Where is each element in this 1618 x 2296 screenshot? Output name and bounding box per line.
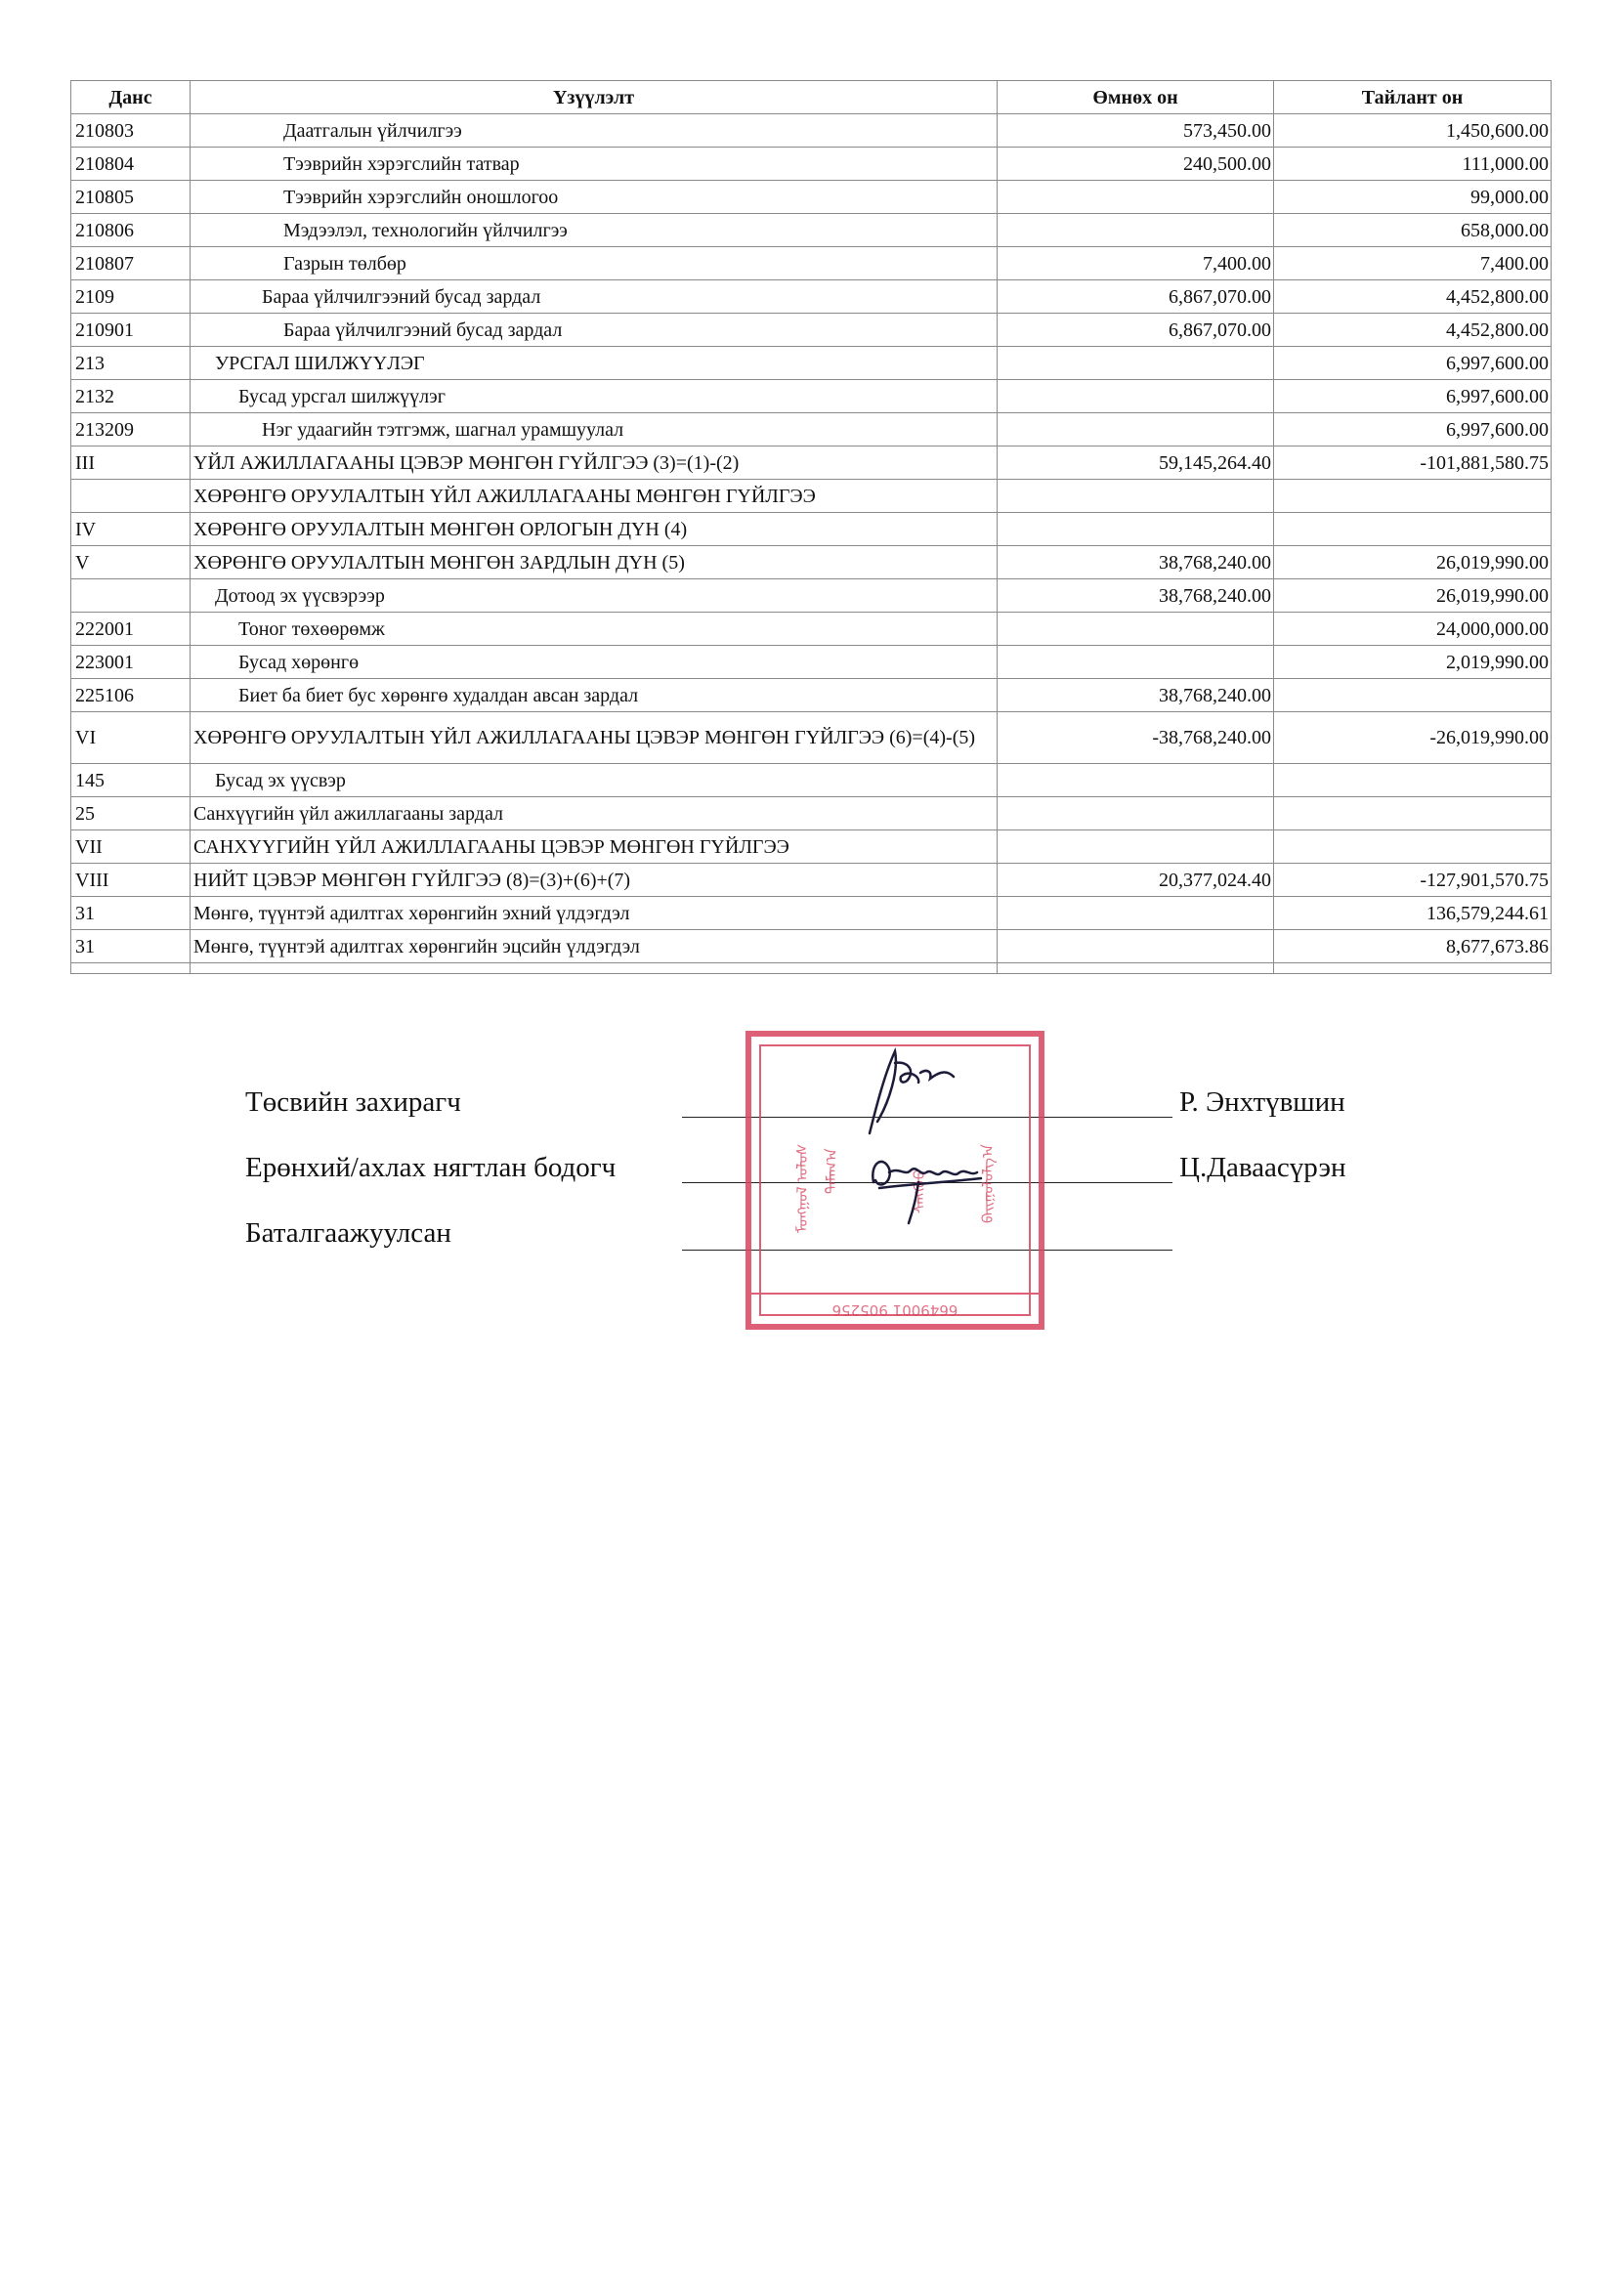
svg-text:ᠰᠠᠩᠬᠦᠦ: ᠰᠠᠩᠬᠦᠦ — [911, 1169, 928, 1213]
table-row — [71, 613, 1552, 646]
report-year-cell: 24,000,000.00 — [1274, 613, 1552, 646]
account-code-cell: 31 — [71, 897, 191, 930]
previous-year-cell — [998, 380, 1274, 413]
report-year-cell: 7,400.00 — [1274, 247, 1552, 280]
report-year-cell: 4,452,800.00 — [1274, 280, 1552, 314]
table-row — [71, 347, 1552, 380]
report-year-cell: 26,019,990.00 — [1274, 579, 1552, 613]
indicator-cell: Дотоод эх үүсвэрээр — [191, 579, 998, 613]
chief-accountant-name: Ц.Даваасүрэн — [1179, 1152, 1346, 1183]
indicator-cell: Мэдээлэл, технологийн үйлчилгээ — [191, 214, 998, 247]
indicator-cell: ХӨРӨНГӨ ОРУУЛАЛТЫН ҮЙЛ АЖИЛЛАГААНЫ ЦЭВЭР МӨНГӨН ГҮЙЛГЭЭ (6)=(4)-(5) — [191, 712, 998, 764]
cash-flow-table — [70, 80, 1552, 974]
table-row — [71, 764, 1552, 797]
indicator-cell: Газрын төлбөр — [191, 247, 998, 280]
indicator-cell: Бусад эх үүсвэр — [191, 764, 998, 797]
previous-year-cell: 240,500.00 — [998, 148, 1274, 181]
report-year-cell: 6,997,600.00 — [1274, 413, 1552, 446]
table-row — [71, 148, 1552, 181]
indicator-cell: Бараа үйлчилгээний бусад зардал — [191, 280, 998, 314]
empty-cell — [71, 963, 191, 974]
chief-accountant-signature — [860, 1143, 987, 1227]
table-row — [71, 480, 1552, 513]
account-code-cell: 210805 — [71, 181, 191, 214]
table-row — [71, 579, 1552, 613]
account-code-cell: 210804 — [71, 148, 191, 181]
previous-year-cell: 20,377,024.40 — [998, 864, 1274, 897]
table-row — [71, 897, 1552, 930]
indicator-cell: УРСГАЛ ШИЛЖҮҮЛЭГ — [191, 347, 998, 380]
table-row — [71, 247, 1552, 280]
budget-manager-signature — [860, 1043, 967, 1137]
table-row — [71, 679, 1552, 712]
table-row — [71, 930, 1552, 963]
previous-year-cell: 38,768,240.00 — [998, 546, 1274, 579]
empty-cell — [191, 963, 998, 974]
table-end-row — [71, 963, 1552, 974]
previous-year-cell: 38,768,240.00 — [998, 679, 1274, 712]
report-year-cell — [1274, 764, 1552, 797]
report-year-cell — [1274, 513, 1552, 546]
budget-manager-label: Төсвийн захирагч — [245, 1086, 461, 1118]
table-row — [71, 280, 1552, 314]
header-indicator: Үзүүлэлт — [191, 81, 998, 114]
report-year-cell: 1,450,600.00 — [1274, 114, 1552, 148]
account-code-cell: 222001 — [71, 613, 191, 646]
indicator-cell: ХӨРӨНГӨ ОРУУЛАЛТЫН ҮЙЛ АЖИЛЛАГААНЫ МӨНГӨН ГҮЙЛГЭЭ — [191, 480, 998, 513]
report-year-cell: 658,000.00 — [1274, 214, 1552, 247]
table-row — [71, 797, 1552, 830]
svg-text:ᠮᠣᠩᠭᠣᠯ ᠤᠯᠤᠰ: ᠮᠣᠩᠭᠣᠯ ᠤᠯᠤᠰ — [793, 1143, 811, 1233]
account-code-cell: III — [71, 446, 191, 480]
indicator-cell: Тоног төхөөрөмж — [191, 613, 998, 646]
account-code-cell: 2132 — [71, 380, 191, 413]
account-code-cell: 25 — [71, 797, 191, 830]
indicator-cell: Бусад хөрөнгө — [191, 646, 998, 679]
indicator-cell: САНХҮҮГИЙН ҮЙЛ АЖИЛЛАГААНЫ ЦЭВЭР МӨНГӨН ГҮЙЛГЭЭ — [191, 830, 998, 864]
account-code-cell: 2109 — [71, 280, 191, 314]
indicator-cell: Мөнгө, түүнтэй адилтгах хөрөнгийн эхний үлдэгдэл — [191, 897, 998, 930]
report-year-cell: 8,677,673.86 — [1274, 930, 1552, 963]
indicator-cell: Бусад урсгал шилжүүлэг — [191, 380, 998, 413]
previous-year-cell — [998, 764, 1274, 797]
svg-text:ᠲᠠᠮᠠᠭ᠎ᠠ: ᠲᠠᠮᠠᠭ᠎ᠠ — [823, 1148, 840, 1194]
account-code-cell — [71, 579, 191, 613]
account-code-cell: 210901 — [71, 314, 191, 347]
empty-cell — [1274, 963, 1552, 974]
table-header-row — [71, 81, 1552, 114]
account-code-cell: 225106 — [71, 679, 191, 712]
report-year-cell — [1274, 679, 1552, 712]
indicator-cell: Тээврийн хэрэгслийн татвар — [191, 148, 998, 181]
header-account: Данс — [71, 81, 191, 114]
account-code-cell: 210803 — [71, 114, 191, 148]
chief-accountant-label: Ерөнхий/ахлах нягтлан бодогч — [245, 1152, 617, 1183]
previous-year-cell — [998, 480, 1274, 513]
indicator-cell: НИЙТ ЦЭВЭР МӨНГӨН ГҮЙЛГЭЭ (8)=(3)+(6)+(7) — [191, 864, 998, 897]
table-row — [71, 114, 1552, 148]
account-code-cell: IV — [71, 513, 191, 546]
account-code-cell: 145 — [71, 764, 191, 797]
previous-year-cell: 38,768,240.00 — [998, 579, 1274, 613]
report-year-cell — [1274, 480, 1552, 513]
report-year-cell: 26,019,990.00 — [1274, 546, 1552, 579]
table-row — [71, 864, 1552, 897]
report-year-cell: -101,881,580.75 — [1274, 446, 1552, 480]
previous-year-cell: 573,450.00 — [998, 114, 1274, 148]
table-row — [71, 646, 1552, 679]
indicator-cell: ҮЙЛ АЖИЛЛАГААНЫ ЦЭВЭР МӨНГӨН ГҮЙЛГЭЭ (3)=(1)-(2) — [191, 446, 998, 480]
previous-year-cell: 6,867,070.00 — [998, 280, 1274, 314]
indicator-cell: Даатгалын үйлчилгээ — [191, 114, 998, 148]
svg-text:ᠪᠠᠢᠭᠤᠯᠤᠯᠭ᠎ᠠ: ᠪᠠᠢᠭᠤᠯᠤᠯᠭ᠎ᠠ — [979, 1144, 997, 1223]
indicator-cell: Тээврийн хэрэгслийн оношлогоо — [191, 181, 998, 214]
previous-year-cell — [998, 830, 1274, 864]
previous-year-cell — [998, 930, 1274, 963]
account-code-cell: 31 — [71, 930, 191, 963]
indicator-cell: Нэг удаагийн тэтгэмж, шагнал урамшуулал — [191, 413, 998, 446]
table-row — [71, 314, 1552, 347]
previous-year-cell — [998, 181, 1274, 214]
table-row — [71, 413, 1552, 446]
report-year-cell: 4,452,800.00 — [1274, 314, 1552, 347]
indicator-cell: Санхүүгийн үйл ажиллагааны зардал — [191, 797, 998, 830]
report-year-cell: 111,000.00 — [1274, 148, 1552, 181]
account-code-cell: VII — [71, 830, 191, 864]
previous-year-cell — [998, 347, 1274, 380]
table-row — [71, 181, 1552, 214]
table-row — [71, 830, 1552, 864]
previous-year-cell — [998, 413, 1274, 446]
previous-year-cell: -38,768,240.00 — [998, 712, 1274, 764]
indicator-cell: Бараа үйлчилгээний бусад зардал — [191, 314, 998, 347]
indicator-cell: Биет ба биет бус хөрөнгө худалдан авсан зардал — [191, 679, 998, 712]
table-row — [71, 546, 1552, 579]
table-row — [71, 214, 1552, 247]
previous-year-cell: 59,145,264.40 — [998, 446, 1274, 480]
table-row — [71, 446, 1552, 480]
indicator-cell: ХӨРӨНГӨ ОРУУЛАЛТЫН МӨНГӨН ЗАРДЛЫН ДҮН (5) — [191, 546, 998, 579]
previous-year-cell — [998, 214, 1274, 247]
report-year-cell: -127,901,570.75 — [1274, 864, 1552, 897]
account-code-cell: VI — [71, 712, 191, 764]
previous-year-cell — [998, 513, 1274, 546]
header-previous-year: Өмнөх он — [998, 81, 1274, 114]
report-year-cell: 136,579,244.61 — [1274, 897, 1552, 930]
stamp-number: 6649001 905256 — [831, 1301, 958, 1319]
report-year-cell: 6,997,600.00 — [1274, 380, 1552, 413]
indicator-cell: ХӨРӨНГӨ ОРУУЛАЛТЫН МӨНГӨН ОРЛОГЫН ДҮН (4) — [191, 513, 998, 546]
table-row — [71, 380, 1552, 413]
report-year-cell — [1274, 830, 1552, 864]
table-row — [71, 712, 1552, 764]
table-row — [71, 513, 1552, 546]
header-report-year: Тайлант он — [1274, 81, 1552, 114]
report-year-cell: 2,019,990.00 — [1274, 646, 1552, 679]
report-year-cell: -26,019,990.00 — [1274, 712, 1552, 764]
verified-label: Баталгаажуулсан — [245, 1217, 451, 1249]
report-year-cell: 99,000.00 — [1274, 181, 1552, 214]
account-code-cell: 210806 — [71, 214, 191, 247]
previous-year-cell — [998, 797, 1274, 830]
account-code-cell: 223001 — [71, 646, 191, 679]
previous-year-cell — [998, 897, 1274, 930]
previous-year-cell: 7,400.00 — [998, 247, 1274, 280]
budget-manager-name: Р. Энхтүвшин — [1179, 1086, 1345, 1118]
previous-year-cell — [998, 646, 1274, 679]
report-year-cell: 6,997,600.00 — [1274, 347, 1552, 380]
empty-cell — [998, 963, 1274, 974]
account-code-cell: 213 — [71, 347, 191, 380]
previous-year-cell: 6,867,070.00 — [998, 314, 1274, 347]
account-code-cell: V — [71, 546, 191, 579]
account-code-cell — [71, 480, 191, 513]
indicator-cell: Мөнгө, түүнтэй адилтгах хөрөнгийн эцсийн үлдэгдэл — [191, 930, 998, 963]
account-code-cell: 210807 — [71, 247, 191, 280]
report-year-cell — [1274, 797, 1552, 830]
account-code-cell: 213209 — [71, 413, 191, 446]
account-code-cell: VIII — [71, 864, 191, 897]
previous-year-cell — [998, 613, 1274, 646]
